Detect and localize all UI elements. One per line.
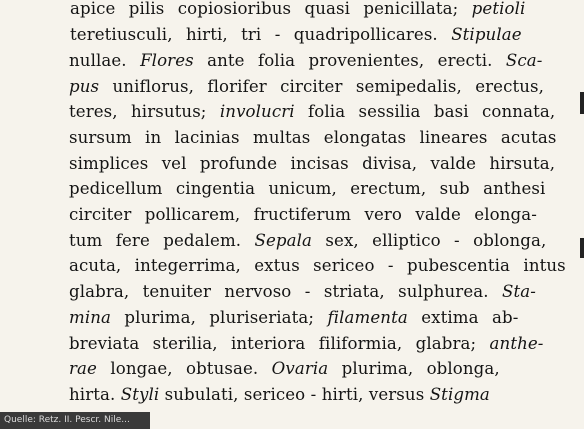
text-run: teretiusculi, hirti, tri - quadripollicares.: [70, 25, 452, 44]
text-line: [69, 253, 566, 279]
text-line: [69, 48, 542, 74]
italic-term: anthe-: [489, 334, 544, 353]
italic-term: mina: [69, 308, 112, 327]
italic-term: Styli: [120, 385, 160, 404]
italic-term: Stigma: [429, 385, 490, 404]
text-line: [69, 74, 544, 100]
text-line: [70, 22, 522, 48]
text-run: folia sessilia basi connata,: [294, 102, 556, 121]
text-run: plurima, pluriseriata;: [111, 308, 328, 327]
text-run: acuta, integerrima, extus sericeo - pubescentia intus: [69, 256, 566, 275]
italic-term: pus: [69, 77, 100, 96]
text-run: teres, hirsutus;: [69, 102, 220, 121]
italic-term: rae: [69, 359, 97, 378]
italic-term: petioli: [471, 0, 526, 18]
text-line: [69, 305, 518, 331]
text-run: simplices vel profunde incisas divisa, valde hirsuta,: [69, 154, 556, 173]
text-run: nullae.: [69, 51, 141, 70]
text-line: [69, 356, 500, 382]
text-run: breviata sterilia, interiora filiformia, glabra;: [69, 334, 490, 353]
text-line: [69, 331, 544, 357]
page-edge-mark: [580, 238, 584, 258]
text-run: uniflorus, florifer circiter semipedalis, erectus,: [99, 77, 545, 96]
text-run: circiter pollicarem, fructiferum vero valde elonga-: [69, 205, 537, 224]
italic-term: Stipulae: [451, 25, 522, 44]
text-run: apice pilis copiosioribus quasi penicillata;: [70, 0, 472, 18]
italic-term: filamenta: [327, 308, 408, 327]
italic-term: Flores: [140, 51, 194, 70]
text-line: [69, 125, 556, 151]
text-line: [69, 228, 546, 254]
text-run: pedicellum cingentia unicum, erectum, sub anthesi: [69, 179, 546, 198]
page-edge-mark: [580, 92, 584, 114]
italic-term: Sta-: [501, 282, 536, 301]
text-run: hirta.: [69, 385, 121, 404]
italic-term: involucri: [219, 102, 295, 121]
text-run: glabra, tenuiter nervoso - striata, sulphurea.: [69, 282, 502, 301]
image-caption: Quelle: Retz. II. Pescr. Nile...: [0, 412, 150, 429]
text-line: [69, 99, 555, 125]
text-line: [69, 176, 545, 202]
text-run: sex, elliptico - oblonga,: [312, 231, 547, 250]
text-run: ante folia provenientes, erecti.: [193, 51, 506, 70]
text-line: [69, 279, 536, 305]
text-run: tum fere pedalem.: [69, 231, 255, 250]
text-run: sursum in lacinias multas elongatas lineares acutas: [69, 128, 557, 147]
text-line: [69, 202, 537, 228]
text-run: extima ab-: [407, 308, 519, 327]
text-line: [70, 0, 525, 22]
italic-term: Sepala: [254, 231, 313, 250]
italic-term: Ovaria: [271, 359, 329, 378]
text-run: plurima, oblonga,: [328, 359, 500, 378]
text-run: longae, obtusae.: [96, 359, 272, 378]
text-run: subulati, sericeo - hirti, versus: [159, 385, 430, 404]
text-line: [69, 151, 555, 177]
italic-term: Sca-: [505, 51, 543, 70]
text-line: [69, 382, 490, 408]
